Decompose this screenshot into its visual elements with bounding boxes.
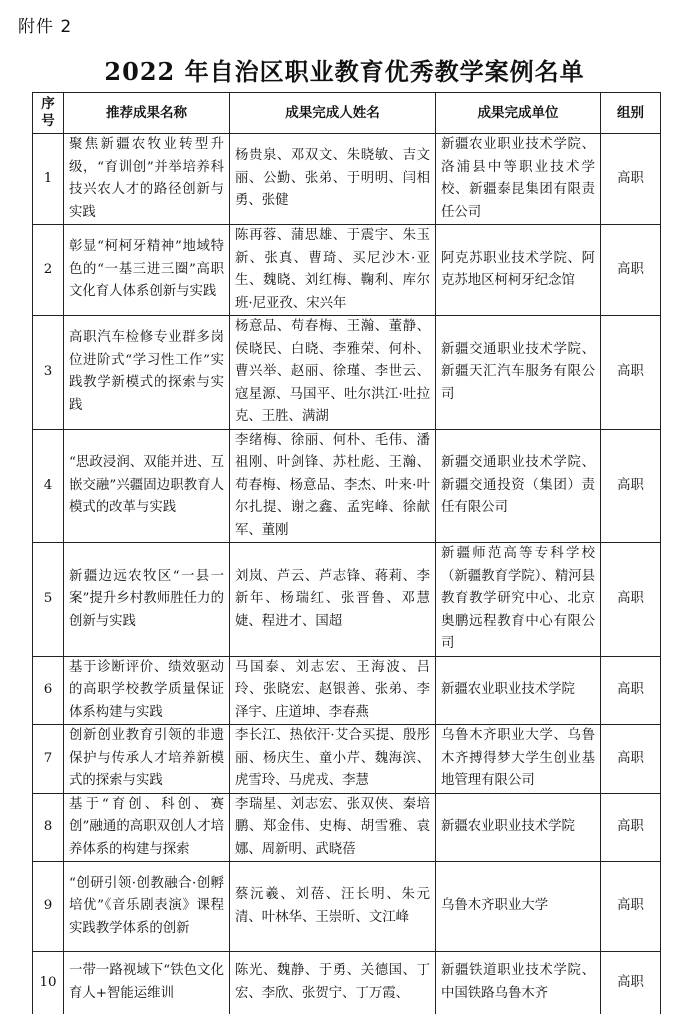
row-number: 3	[33, 316, 64, 430]
case-group: 高职	[601, 429, 661, 543]
row-number: 6	[33, 656, 64, 725]
table-header-row	[33, 93, 661, 134]
case-unit: 新疆农业职业技术学院、洛浦县中等职业技术学校、新疆泰昆集团有限责任公司	[436, 134, 601, 225]
column-header-name: 推荐成果名称	[64, 93, 230, 134]
row-number: 2	[33, 225, 64, 316]
document-title: 2022 年自治区职业教育优秀教学案例名单	[104, 57, 585, 86]
case-name: 一带一路视域下“铁色文化育人+智能运维训	[64, 952, 230, 1014]
case-unit: 新疆师范高等专科学校（新疆教育学院）、精河县教育教学研究中心、北京奥鹏远程教育中心有限公司	[436, 543, 601, 657]
case-unit: 乌鲁木齐职业大学、乌鲁木齐搏得梦大学生创业基地管理有限公司	[436, 725, 601, 794]
case-group: 高职	[601, 793, 661, 862]
table-row	[33, 543, 661, 657]
case-name: 创新创业教育引领的非遗保护与传承人才培养新模式的探索与实践	[64, 725, 230, 794]
case-people: 李绪梅、徐丽、何朴、毛伟、潘祖刚、叶剑锋、苏杜彪、王瀚、苟春梅、杨意品、李杰、叶来·叶尔扎提、谢之鑫、孟宪峰、徐献军、董刚	[230, 429, 436, 543]
case-people: 马国泰、刘志宏、王海波、吕玲、张晓宏、赵银善、张弟、李泽宇、庄道坤、李春燕	[230, 656, 436, 725]
case-people: 刘岚、芦云、芦志锋、蒋莉、李新年、杨瑞红、张晋鲁、邓慧婕、程进才、国超	[230, 543, 436, 657]
row-number: 10	[33, 952, 64, 1014]
table-row	[33, 134, 661, 225]
case-name: “创研引领·创教融合·创孵培优”《音乐剧表演》课程实践教学体系的创新	[64, 862, 230, 952]
row-number: 4	[33, 429, 64, 543]
award-table	[32, 92, 661, 1014]
case-name: 新疆边远农牧区“一县一案”提升乡村教师胜任力的创新与实践	[64, 543, 230, 657]
attachment-label: 附件 2	[18, 17, 73, 37]
row-number: 8	[33, 793, 64, 862]
case-group: 高职	[601, 656, 661, 725]
case-name: 高职汽车检修专业群多岗位进阶式“学习性工作”实践教学新模式的探索与实践	[64, 316, 230, 430]
table-row	[33, 656, 661, 725]
case-name: 彰显“柯柯牙精神”地域特色的“一基三进三圈”高职文化育人体系创新与实践	[64, 225, 230, 316]
case-people: 蔡沅羲、刘蓓、汪长明、朱元清、叶林华、王崇昕、文江峰	[230, 862, 436, 952]
case-name: 基于“育创、科创、赛创”融通的高职双创人才培养体系的构建与探索	[64, 793, 230, 862]
case-unit: 阿克苏职业技术学院、阿克苏地区柯柯牙纪念馆	[436, 225, 601, 316]
table-row	[33, 316, 661, 430]
case-group: 高职	[601, 862, 661, 952]
column-header-no: 序号	[33, 93, 64, 134]
row-number: 9	[33, 862, 64, 952]
table-row	[33, 725, 661, 794]
case-people: 杨意品、苟春梅、王瀚、董静、侯晓民、白晓、李雅荣、何朴、曹兴举、赵丽、徐瑾、李世云、寇星源、马国平、吐尔洪江·吐拉克、王胜、满湖	[230, 316, 436, 430]
case-group: 高职	[601, 134, 661, 225]
case-group: 高职	[601, 543, 661, 657]
case-name: 基于诊断评价、绩效驱动的高职学校教学质量保证体系构建与实践	[64, 656, 230, 725]
case-people: 陈再蓉、蒲思雄、于震宇、朱玉新、张真、曹琦、买尼沙木·亚生、魏晓、刘红梅、鞠利、库尔班·尼亚孜、宋兴年	[230, 225, 436, 316]
case-unit: 新疆农业职业技术学院	[436, 793, 601, 862]
row-number: 5	[33, 543, 64, 657]
case-people: 李瑞星、刘志宏、张双侠、秦培鹏、郑金伟、史梅、胡雪雅、袁娜、周新明、武晓蓓	[230, 793, 436, 862]
column-header-group: 组别	[601, 93, 661, 134]
column-header-unit: 成果完成单位	[436, 93, 601, 134]
table-row	[33, 952, 661, 1014]
row-number: 7	[33, 725, 64, 794]
case-name: “思政浸润、双能并进、互嵌交融”兴疆固边职教育人模式的改革与实践	[64, 429, 230, 543]
case-unit: 新疆铁道职业技术学院、中国铁路乌鲁木齐	[436, 952, 601, 1014]
case-group: 高职	[601, 316, 661, 430]
case-people: 陈光、魏静、于勇、关德国、丁宏、李欣、张贺宁、丁万霞、	[230, 952, 436, 1014]
table-row	[33, 793, 661, 862]
case-group: 高职	[601, 725, 661, 794]
table-row	[33, 225, 661, 316]
case-unit: 新疆交通职业技术学院、新疆交通投资（集团）责任有限公司	[436, 429, 601, 543]
table-row	[33, 862, 661, 952]
case-people: 杨贵泉、邓双文、朱晓敏、吉文丽、公勤、张弟、于明明、闫相勇、张健	[230, 134, 436, 225]
row-number: 1	[33, 134, 64, 225]
case-unit: 新疆交通职业技术学院、新疆天汇汽车服务有限公司	[436, 316, 601, 430]
column-header-people: 成果完成人姓名	[230, 93, 436, 134]
case-unit: 新疆农业职业技术学院	[436, 656, 601, 725]
case-people: 李长江、热依汗·艾合买提、殷彤丽、杨庆生、童小芹、魏海滨、虎雪玲、马虎戎、李慧	[230, 725, 436, 794]
table-row	[33, 429, 661, 543]
case-group: 高职	[601, 952, 661, 1014]
case-group: 高职	[601, 225, 661, 316]
case-unit: 乌鲁木齐职业大学	[436, 862, 601, 952]
case-name: 聚焦新疆农牧业转型升级，“育训创”并举培养科技兴农人才的路径创新与实践	[64, 134, 230, 225]
